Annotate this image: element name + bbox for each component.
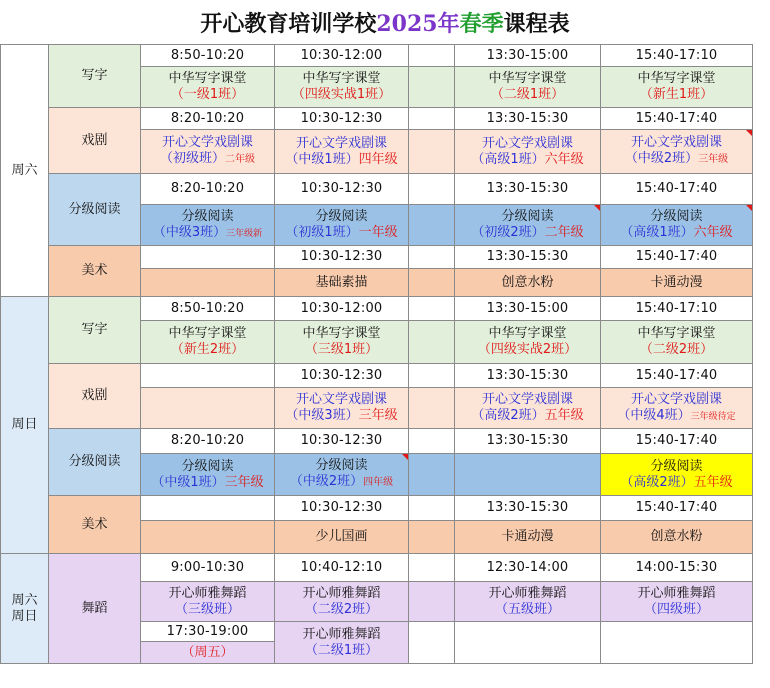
class-cell[interactable] (409, 454, 455, 496)
time-cell[interactable] (409, 108, 455, 130)
class-cell[interactable]: 开心文学戏剧课 （中级3班）三年级 (275, 388, 409, 429)
subject-drama[interactable]: 戏剧 (49, 364, 141, 429)
class-cell[interactable] (409, 388, 455, 429)
time-cell[interactable]: 9:00-10:30 (141, 554, 275, 582)
class-cell[interactable]: 开心师雅舞蹈 （二级1班） (275, 622, 409, 664)
time-cell[interactable] (409, 554, 455, 582)
class-cell[interactable]: 中华写字课堂 （四级实战2班） (455, 321, 601, 364)
time-cell[interactable] (141, 246, 275, 269)
time-cell[interactable]: 15:40-17:40 (601, 246, 753, 269)
time-cell[interactable] (409, 496, 455, 521)
time-cell[interactable]: 15:40-17:40 (601, 108, 753, 130)
class-cell[interactable]: 卡通动漫 (601, 269, 753, 297)
class-cell[interactable]: 中华写字课堂 （四级实战1班） (275, 67, 409, 108)
class-cell[interactable]: 开心师雅舞蹈 （二级2班） (275, 582, 409, 622)
class-cell[interactable]: （周五） (141, 642, 275, 664)
schedule-table (0, 44, 753, 664)
class-cell[interactable] (141, 388, 275, 429)
class-cell[interactable]: 开心文学戏剧课 （高级1班）六年级 (455, 130, 601, 174)
class-cell[interactable]: 中华写字课堂 （新生2班） (141, 321, 275, 364)
time-cell[interactable]: 10:30-12:30 (275, 174, 409, 205)
time-cell[interactable] (409, 174, 455, 205)
time-cell[interactable]: 15:40-17:40 (601, 364, 753, 388)
time-cell[interactable]: 8:20-10:20 (141, 174, 275, 205)
class-cell[interactable]: 中华写字课堂 （一级1班） (141, 67, 275, 108)
subject-graded-reading[interactable]: 分级阅读 (49, 174, 141, 246)
time-cell[interactable]: 13:30-15:00 (455, 45, 601, 67)
subject-drama[interactable]: 戏剧 (49, 108, 141, 174)
time-cell[interactable]: 10:40-12:10 (275, 554, 409, 582)
title-prefix: 开心教育培训学校 (200, 10, 377, 37)
empty-cell[interactable] (455, 622, 601, 664)
class-cell[interactable]: 开心文学戏剧课 （中级4班）三年级待定 (601, 388, 753, 429)
class-cell[interactable]: 开心师雅舞蹈 （五级班） (455, 582, 601, 622)
time-cell[interactable]: 15:40-17:40 (601, 174, 753, 205)
day-cell-sat-sun[interactable]: 周六 周日 (1, 554, 49, 664)
time-cell[interactable]: 14:00-15:30 (601, 554, 753, 582)
time-cell[interactable]: 13:30-15:30 (455, 174, 601, 205)
class-cell[interactable] (409, 582, 455, 622)
class-cell[interactable]: 中华写字课堂 （二级1班） (455, 67, 601, 108)
time-cell[interactable]: 13:30-15:30 (455, 496, 601, 521)
time-cell[interactable] (409, 364, 455, 388)
time-cell[interactable]: 12:30-14:00 (455, 554, 601, 582)
class-cell[interactable]: 创意水粉 (455, 269, 601, 297)
time-cell[interactable]: 10:30-12:00 (275, 297, 409, 321)
title-season: 春季 (459, 10, 504, 37)
subject-art[interactable]: 美术 (49, 496, 141, 554)
time-cell[interactable]: 13:30-15:30 (455, 246, 601, 269)
time-cell[interactable]: 10:30-12:30 (275, 246, 409, 269)
empty-cell[interactable] (409, 622, 455, 664)
subject-dance[interactable]: 舞蹈 (49, 554, 141, 664)
title-suffix: 课程表 (503, 10, 570, 37)
class-cell[interactable]: 分级阅读 （中级1班）三年级 (141, 454, 275, 496)
time-cell[interactable]: 17:30-19:00 (141, 622, 275, 642)
subject-art[interactable]: 美术 (49, 246, 141, 297)
time-cell[interactable] (141, 496, 275, 521)
time-cell[interactable]: 13:30-15:00 (455, 297, 601, 321)
class-cell[interactable]: 中华写字课堂 （新生1班） (601, 67, 753, 108)
subject-writing[interactable]: 写字 (49, 45, 141, 108)
class-cell[interactable]: 创意水粉 (601, 521, 753, 554)
empty-cell[interactable] (601, 622, 753, 664)
class-cell[interactable] (141, 269, 275, 297)
time-cell[interactable]: 8:50-10:20 (141, 45, 275, 67)
class-cell[interactable]: 开心师雅舞蹈 （四级班） (601, 582, 753, 622)
subject-writing[interactable]: 写字 (49, 297, 141, 364)
class-cell[interactable]: 中华写字课堂 （二级2班） (601, 321, 753, 364)
time-cell[interactable]: 10:30-12:30 (275, 364, 409, 388)
class-cell[interactable]: 基础素描 (275, 269, 409, 297)
time-cell[interactable]: 8:20-10:20 (141, 429, 275, 454)
class-cell-highlighted[interactable]: 分级阅读 （高级2班）五年级 (601, 454, 753, 496)
time-cell[interactable] (409, 429, 455, 454)
title-year: 2025年 (376, 10, 460, 37)
time-cell[interactable]: 15:40-17:10 (601, 45, 753, 67)
time-cell[interactable]: 10:30-12:30 (275, 429, 409, 454)
subject-graded-reading[interactable]: 分级阅读 (49, 429, 141, 496)
time-cell[interactable] (141, 364, 275, 388)
class-cell[interactable] (409, 321, 455, 364)
day-cell-sunday[interactable]: 周日 (1, 297, 49, 554)
time-cell[interactable]: 13:30-15:30 (455, 364, 601, 388)
class-cell[interactable] (141, 521, 275, 554)
class-cell[interactable]: 卡通动漫 (455, 521, 601, 554)
class-cell[interactable] (409, 205, 455, 246)
time-cell[interactable]: 13:30-15:30 (455, 108, 601, 130)
class-cell[interactable] (409, 269, 455, 297)
class-cell[interactable]: 开心文学戏剧课 （高级2班）五年级 (455, 388, 601, 429)
time-cell[interactable]: 8:50-10:20 (141, 297, 275, 321)
class-cell[interactable] (409, 521, 455, 554)
class-cell[interactable]: 开心文学戏剧课 （中级1班）四年级 (275, 130, 409, 174)
class-cell[interactable]: 少儿国画 (275, 521, 409, 554)
page-title (0, 0, 770, 44)
time-cell[interactable]: 13:30-15:30 (455, 429, 601, 454)
time-cell[interactable]: 8:20-10:20 (141, 108, 275, 130)
class-cell[interactable]: 开心文学戏剧课 （中级2班）三年级 (601, 130, 753, 174)
time-cell[interactable]: 10:30-12:00 (275, 45, 409, 67)
class-cell[interactable]: 分级阅读 （初级1班）一年级 (275, 205, 409, 246)
time-cell[interactable] (409, 246, 455, 269)
time-cell[interactable]: 10:30-12:30 (275, 496, 409, 521)
time-cell[interactable]: 15:40-17:10 (601, 297, 753, 321)
time-cell[interactable]: 15:40-17:40 (601, 429, 753, 454)
class-cell[interactable]: 中华写字课堂 （三级1班） (275, 321, 409, 364)
time-cell[interactable]: 15:40-17:40 (601, 496, 753, 521)
class-cell[interactable]: 分级阅读 （中级2班）四年级 (275, 454, 409, 496)
class-cell[interactable]: 开心文学戏剧课 （初级班）二年级 (141, 130, 275, 174)
time-cell[interactable]: 10:30-12:30 (275, 108, 409, 130)
class-cell[interactable]: 分级阅读 （中级3班）三年级新 (141, 205, 275, 246)
day-cell-saturday[interactable]: 周六 (1, 45, 49, 297)
class-cell[interactable] (409, 130, 455, 174)
class-cell[interactable]: 开心师雅舞蹈 （三级班） (141, 582, 275, 622)
class-cell[interactable]: 分级阅读 （初级2班）二年级 (455, 205, 601, 246)
class-cell[interactable] (455, 454, 601, 496)
class-cell[interactable] (409, 67, 455, 108)
time-cell[interactable] (409, 45, 455, 67)
class-cell[interactable]: 分级阅读 （高级1班）六年级 (601, 205, 753, 246)
time-cell[interactable] (409, 297, 455, 321)
